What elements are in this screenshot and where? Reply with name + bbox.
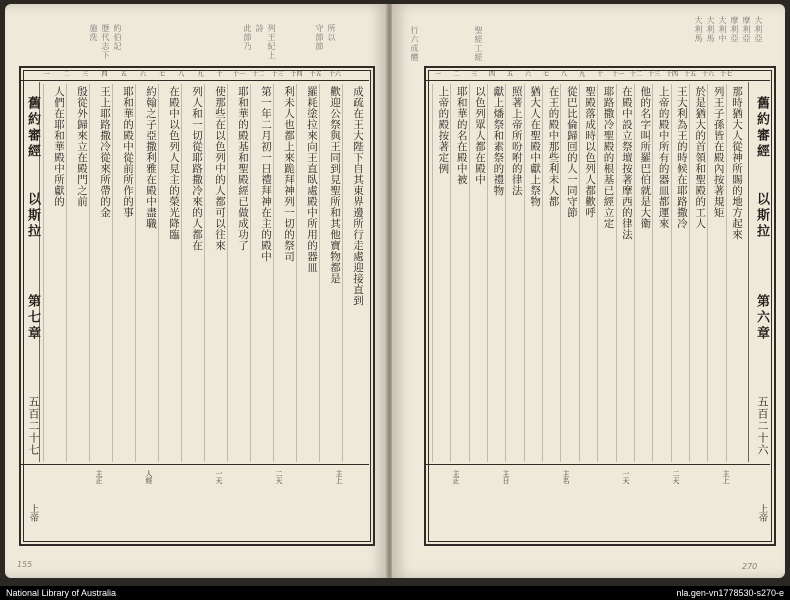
text-column: 在殿中以色列人見主的榮光降臨 — [168, 86, 180, 240]
verse-number: 十六 — [328, 71, 341, 78]
column-rule — [319, 84, 320, 462]
left-chapter-label: 第七章 — [25, 294, 40, 342]
verse-number: 一 — [43, 71, 50, 78]
column-rule — [726, 84, 727, 462]
left-footnote: 人經 — [145, 470, 153, 484]
text-column: 殷從外歸來立在殿門之前 — [76, 86, 88, 207]
text-column: 猶大人在聖殿中獻上祭物 — [529, 86, 542, 207]
verse-number: 十四 — [666, 71, 679, 78]
text-column: 他的名字叫所羅巴伯就是大衛 — [639, 86, 652, 229]
left-top-note-8: 所以 — [327, 24, 336, 42]
right-header-rule — [426, 80, 770, 81]
verse-number: 六 — [139, 71, 146, 78]
verse-number: 七 — [159, 71, 166, 78]
right-book-name: 以斯拉 — [754, 192, 769, 240]
verse-number: 十二 — [630, 71, 643, 78]
right-page — [392, 4, 785, 578]
right-title-divider — [748, 82, 749, 462]
left-top-note-3: 約伯記 — [113, 24, 122, 51]
column-rule — [204, 84, 205, 462]
image-identifier: nla.gen-vn1778530-s270-e — [676, 588, 784, 598]
column-rule — [689, 84, 690, 462]
right-top-note-6: 摩利亞 — [730, 16, 739, 43]
text-column: 上帝的殿按著定例 — [437, 86, 450, 174]
left-top-note-1: 歷代志下 — [101, 24, 110, 60]
left-running-title: 舊約審經 — [25, 96, 40, 160]
text-column: 耶和華的殿基和聖殿經已做成功了 — [237, 86, 249, 251]
text-column: 以色列眾人都在殿中 — [474, 86, 487, 185]
text-column: 羅耗塗拉來向王直臥處殿中所用的器皿 — [306, 86, 318, 273]
text-column: 那時猶大人從神所賜的地方起來 — [730, 86, 743, 240]
text-column: 耶和華的名在殿中被 — [455, 86, 468, 185]
text-column: 耶路撒冷聖殿的根基已經立定 — [602, 86, 615, 229]
column-rule — [469, 84, 470, 462]
verse-number: 二 — [63, 71, 70, 78]
right-top-note-7: 摩利亞 — [742, 16, 751, 43]
text-column: 從巴比倫歸回的人一同守節 — [565, 86, 578, 218]
column-rule — [227, 84, 228, 462]
text-column: 王上耶路撒冷從來所帶的金 — [99, 86, 111, 218]
right-top-note-2: 聖經工經 — [474, 26, 483, 62]
verse-number: 五 — [506, 71, 513, 78]
left-top-note-2: 施洗 — [89, 24, 98, 42]
verse-number: 八 — [178, 71, 185, 78]
column-rule — [342, 84, 343, 462]
verse-number: 七 — [542, 71, 549, 78]
verse-number: 十六 — [702, 71, 715, 78]
column-rule — [432, 84, 433, 462]
text-column: 在殿中設立祭壇按著摩西的律法 — [620, 86, 633, 240]
text-column: 獻上燔祭和素祭的禮物 — [492, 86, 505, 196]
column-rule — [89, 84, 90, 462]
column-rule — [43, 84, 44, 462]
left-handwritten-number: 155 — [17, 560, 33, 569]
verse-number: 十三 — [648, 71, 661, 78]
column-rule — [579, 84, 580, 462]
text-column: 聖殿落成時以色列人都歡呼 — [584, 86, 597, 218]
verse-number: 九 — [197, 71, 204, 78]
verse-number: 三 — [82, 71, 89, 78]
column-rule — [542, 84, 543, 462]
right-footnote: 主日 — [502, 470, 510, 484]
right-verse-number-row — [432, 69, 732, 79]
verse-number: 十五 — [309, 71, 322, 78]
column-rule — [181, 84, 182, 462]
right-footnote: 主正 — [452, 470, 460, 484]
right-handwritten-number: 270 — [742, 562, 758, 571]
verse-number: 十七 — [720, 71, 733, 78]
column-rule — [597, 84, 598, 462]
right-footnote: 一天 — [622, 470, 630, 484]
left-footnote: 二天 — [275, 470, 283, 484]
column-rule — [634, 84, 635, 462]
verse-number: 十四 — [290, 71, 303, 78]
right-page-number: 五百二十六 — [756, 396, 769, 456]
column-rule — [616, 84, 617, 462]
verse-number: 三 — [470, 71, 477, 78]
text-column: 約翰之子亞撒利雅在殿中盡職 — [145, 86, 157, 229]
right-top-note-1: 行六成體 — [410, 26, 419, 62]
verse-number: 八 — [560, 71, 567, 78]
column-rule — [135, 84, 136, 462]
right-top-note-3: 大利馬 — [694, 16, 703, 43]
left-book-name: 以斯拉 — [25, 192, 40, 240]
right-top-note-4: 大利馬 — [706, 16, 715, 43]
verse-number: 十一 — [612, 71, 625, 78]
column-rule — [450, 84, 451, 462]
left-page-number: 五百二十七 — [27, 396, 40, 456]
right-position-mark: 上帝 — [757, 504, 767, 522]
left-position-mark: 上帝 — [28, 504, 38, 522]
text-column: 王大利為王的時候在耶路撒冷 — [675, 86, 688, 229]
left-verse-number-row — [41, 69, 341, 79]
library-name: National Library of Australia — [6, 588, 117, 598]
verse-number: 五 — [120, 71, 127, 78]
column-rule — [524, 84, 525, 462]
left-footnote: 主上 — [335, 470, 343, 484]
verse-number: 十一 — [232, 71, 245, 78]
text-column: 照著上帝所吩咐的律法 — [510, 86, 523, 196]
text-column: 利未人也都上來跪拜神列一切的祭司 — [283, 86, 295, 262]
verse-number: 四 — [101, 71, 108, 78]
verse-number: 二 — [452, 71, 459, 78]
verse-number: 十 — [596, 71, 603, 78]
column-rule — [707, 84, 708, 462]
left-top-note-4: 詩 — [255, 24, 264, 33]
right-chapter-label: 第六章 — [754, 294, 769, 342]
column-rule — [560, 84, 561, 462]
column-rule — [671, 84, 672, 462]
verse-number: 十三 — [271, 71, 284, 78]
text-column: 人們在耶和華殿中所獻的 — [53, 86, 65, 207]
text-column: 於是猶大的首領和聖殿的工人 — [694, 86, 707, 229]
column-rule — [112, 84, 113, 462]
column-rule — [66, 84, 67, 462]
column-rule — [250, 84, 251, 462]
text-column: 成疏在王大陛下自其東界邊所行走處迎接直到 — [352, 86, 364, 306]
verse-number: 十五 — [684, 71, 697, 78]
column-rule — [505, 84, 506, 462]
column-rule — [158, 84, 159, 462]
column-rule — [296, 84, 297, 462]
text-column: 在王的殿中那些利未人都 — [547, 86, 560, 207]
left-top-note-6: 此節乃 — [243, 24, 252, 51]
verse-number: 六 — [524, 71, 531, 78]
left-footnote: 一天 — [215, 470, 223, 484]
right-footnote: 主上 — [722, 470, 730, 484]
library-footer-bar — [0, 586, 790, 600]
text-column: 列人和一切從耶路撒冷來的人都在 — [191, 86, 203, 251]
verse-number: 十 — [216, 71, 223, 78]
text-column: 使那些在以色列中的人都可以往來 — [214, 86, 226, 251]
left-footnote: 主正 — [95, 470, 103, 484]
left-header-rule — [21, 80, 369, 81]
left-top-note-5: 列王紀上 — [267, 24, 276, 60]
right-footnote: 主名 — [562, 470, 570, 484]
text-column: 耶和華的殿中從前所作的事 — [122, 86, 134, 218]
verse-number: 十二 — [252, 71, 265, 78]
right-footer-rule — [426, 464, 770, 465]
right-running-title: 舊約審經 — [754, 96, 769, 160]
right-top-note-5: 大利中 — [718, 16, 727, 43]
verse-number: 四 — [488, 71, 495, 78]
text-column: 上帝的殿中所有的器皿都運來 — [657, 86, 670, 229]
column-rule — [652, 84, 653, 462]
left-top-note-7: 守節節 — [315, 24, 324, 51]
text-column: 歡迎公祭與王同到見聖所和其他寶物都是 — [329, 86, 341, 284]
left-page — [5, 4, 387, 578]
verse-number: 九 — [578, 71, 585, 78]
right-top-note-8: 大利亞 — [754, 16, 763, 43]
text-column: 第一年二月初一日禮拜神在主的殿中 — [260, 86, 272, 262]
text-column: 列王子孫皆在殿內按著規矩 — [712, 86, 725, 218]
right-footnote: 二天 — [672, 470, 680, 484]
column-rule — [487, 84, 488, 462]
left-footer-rule — [21, 464, 369, 465]
column-rule — [273, 84, 274, 462]
verse-number: 一 — [434, 71, 441, 78]
